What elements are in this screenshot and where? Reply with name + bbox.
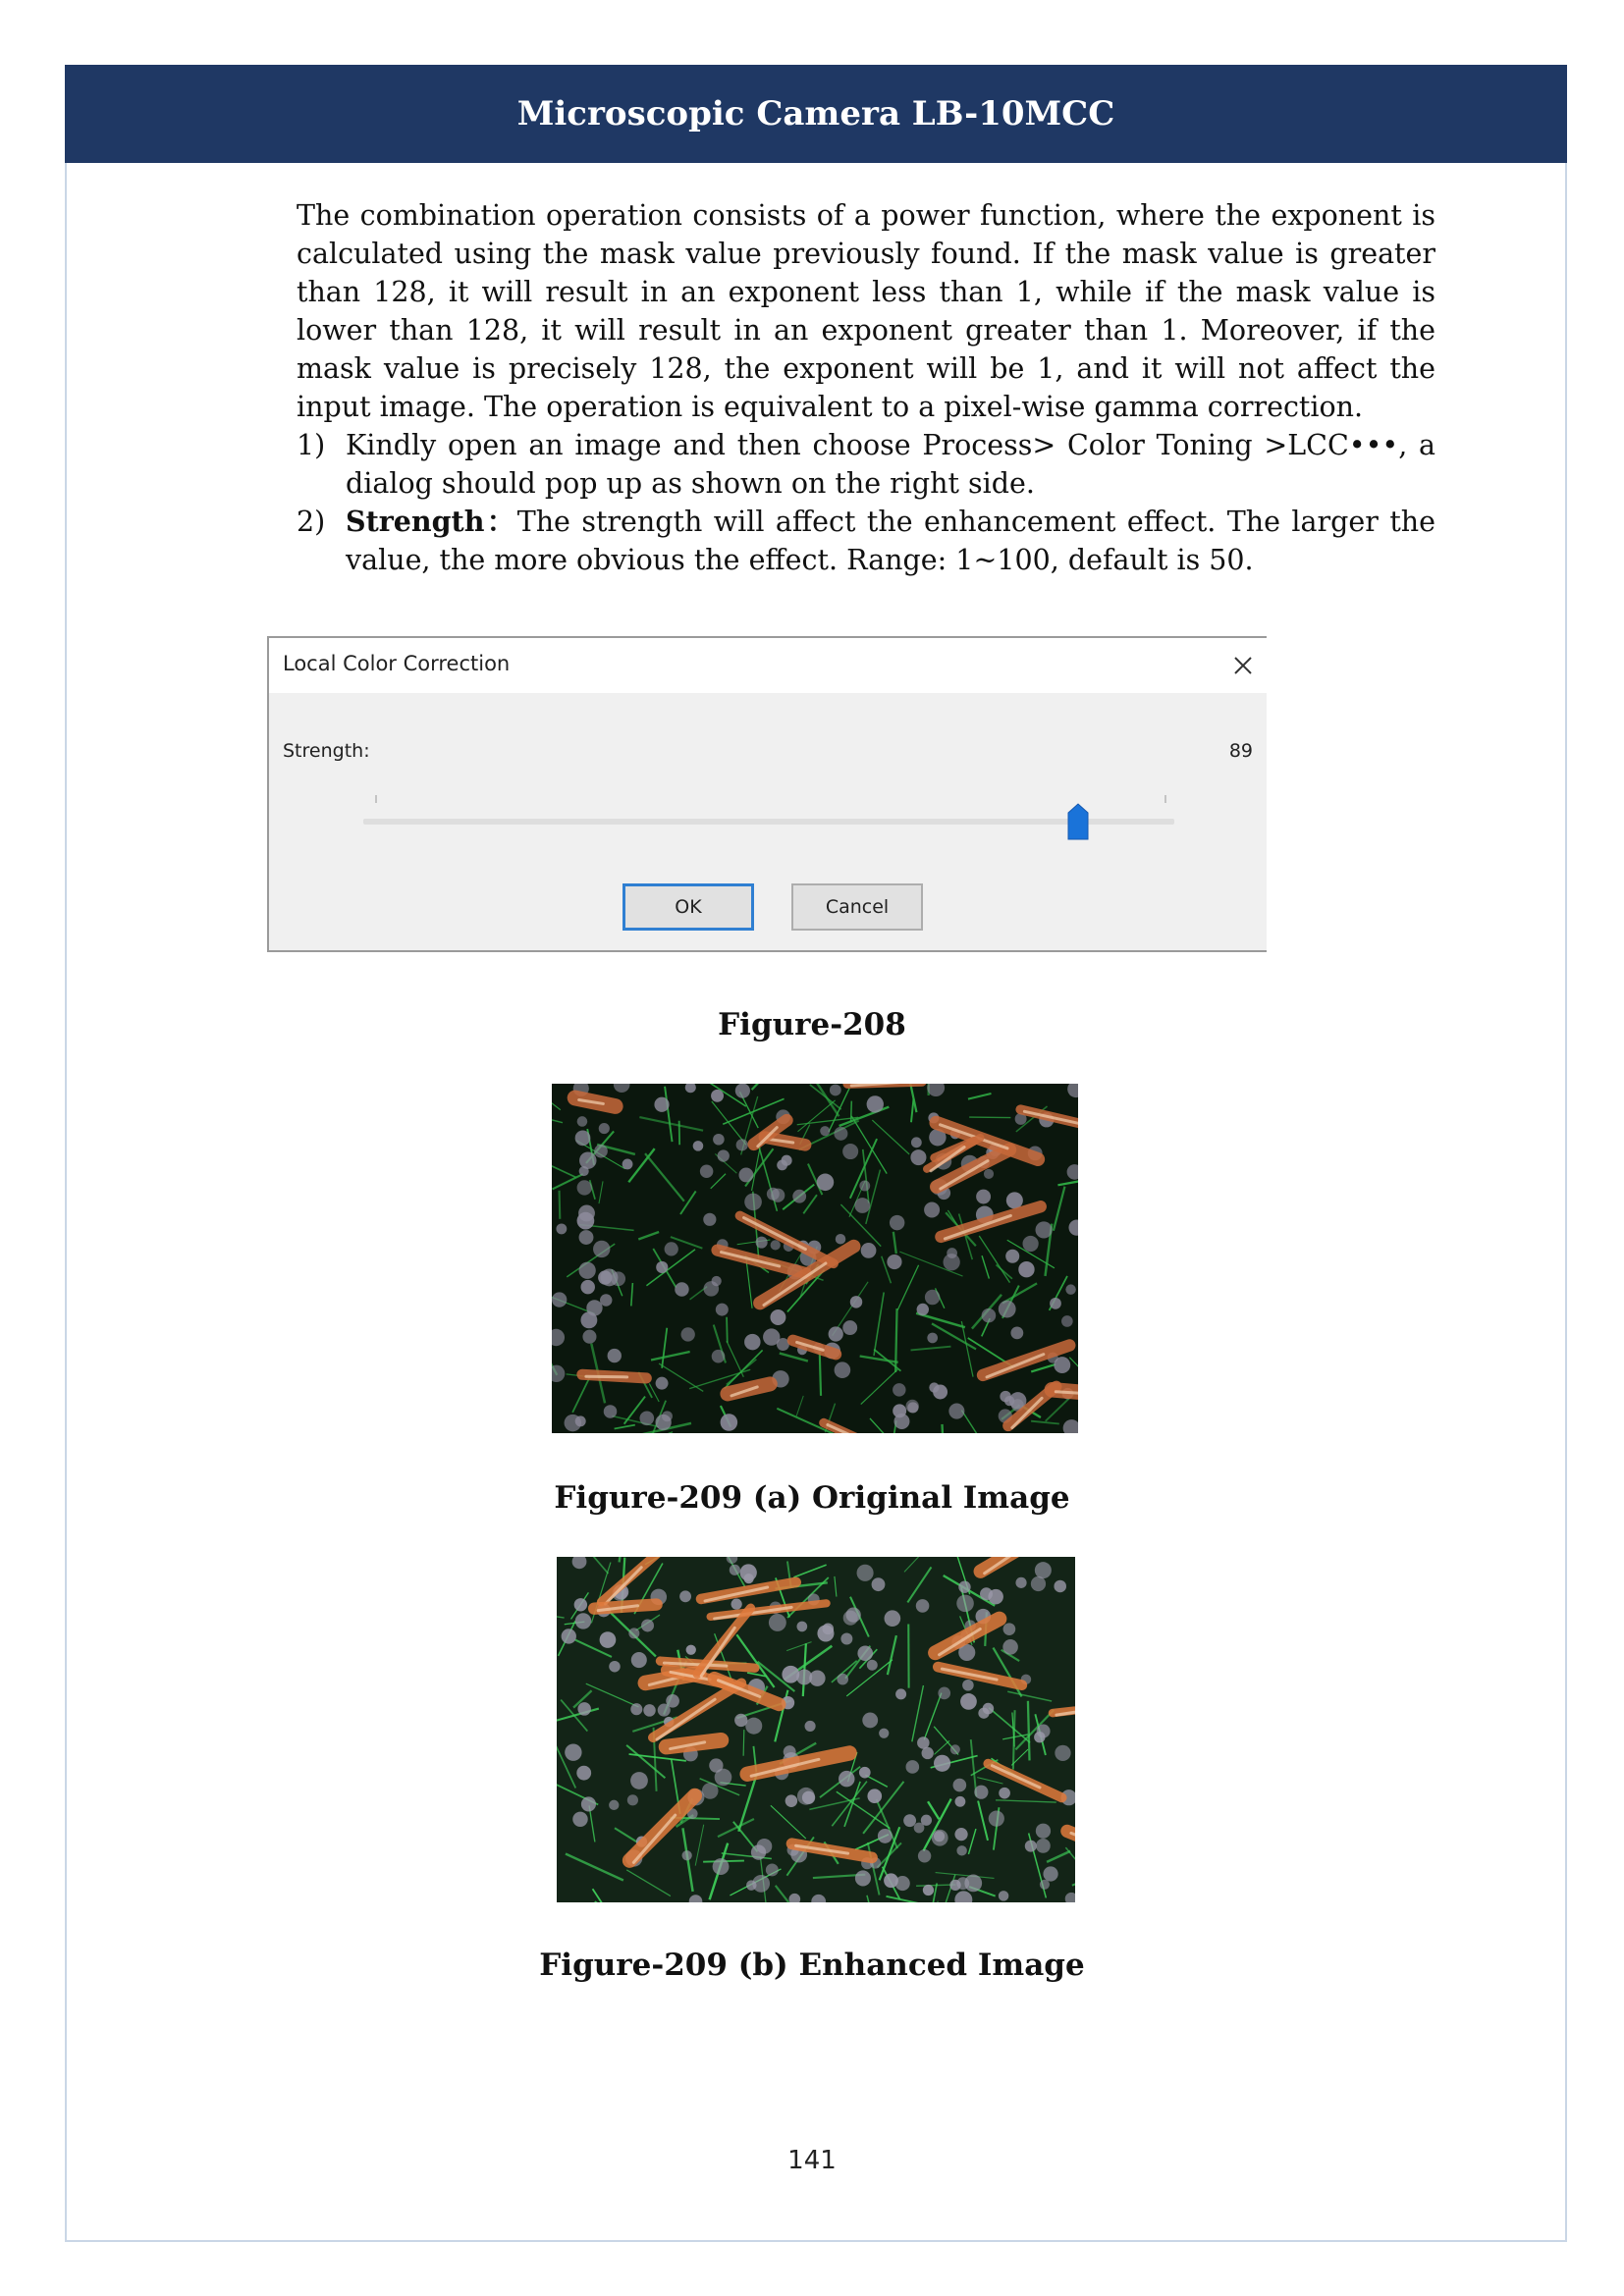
- slider-thumb[interactable]: [1067, 803, 1089, 840]
- cancel-button[interactable]: Cancel: [791, 883, 923, 931]
- enhanced-microscope-image: [557, 1557, 1075, 1902]
- slider-tick-min: [375, 795, 377, 803]
- list-text: [346, 503, 1435, 579]
- list-item: [297, 426, 1435, 503]
- list-item: [297, 503, 1435, 579]
- page-number: 141: [787, 2146, 837, 2175]
- original-microscope-image: [552, 1084, 1078, 1433]
- ok-button[interactable]: OK: [623, 883, 754, 931]
- local-color-correction-dialog: [267, 636, 1267, 952]
- figure-209a-caption: Figure-209 (a) Original Image: [554, 1480, 1070, 1516]
- list-text: Kindly open an image and then choose Process> Color Toning >LCC•••, a dialog should pop up as shown on the right side.: [346, 429, 1435, 500]
- figure-208-caption: Figure-208: [718, 1007, 906, 1042]
- intro-paragraph: The combination operation consists of a power function, where the exponent is calculated using the mask value previously found. If the mask value is greater than 128, it will result in an exponent less than 1, while if the mask value is lower than 128, it will result in an exponent greater than 1. Moreover, if the mask value is precisely 128, the exponent will be 1, and it will not affect the input image. The operation is equivalent to a pixel-wise gamma correction.: [297, 199, 1435, 423]
- list-number: 2): [297, 506, 326, 538]
- header-bar: [65, 65, 1567, 163]
- figure-209b-caption: Figure-209 (b) Enhanced Image: [539, 1948, 1085, 1983]
- header-title: Microscopic Camera LB-10MCC: [516, 94, 1115, 133]
- strength-value: 89: [1228, 740, 1253, 762]
- slider-tick-max: [1164, 795, 1166, 803]
- strength-slider[interactable]: [363, 785, 1174, 834]
- strength-label: Strength:: [283, 740, 370, 762]
- dialog-titlebar: [269, 638, 1267, 693]
- slider-track: [363, 819, 1174, 825]
- close-icon[interactable]: [1223, 646, 1263, 685]
- list-term: Strength：: [346, 505, 517, 538]
- list-description: The strength will affect the enhancement effect. The larger the value, the more obvious the effect. Range: 1~100, default is 50.: [346, 506, 1435, 576]
- list-number: 1): [297, 429, 326, 461]
- dialog-title: Local Color Correction: [283, 652, 511, 675]
- body-text: [297, 196, 1435, 579]
